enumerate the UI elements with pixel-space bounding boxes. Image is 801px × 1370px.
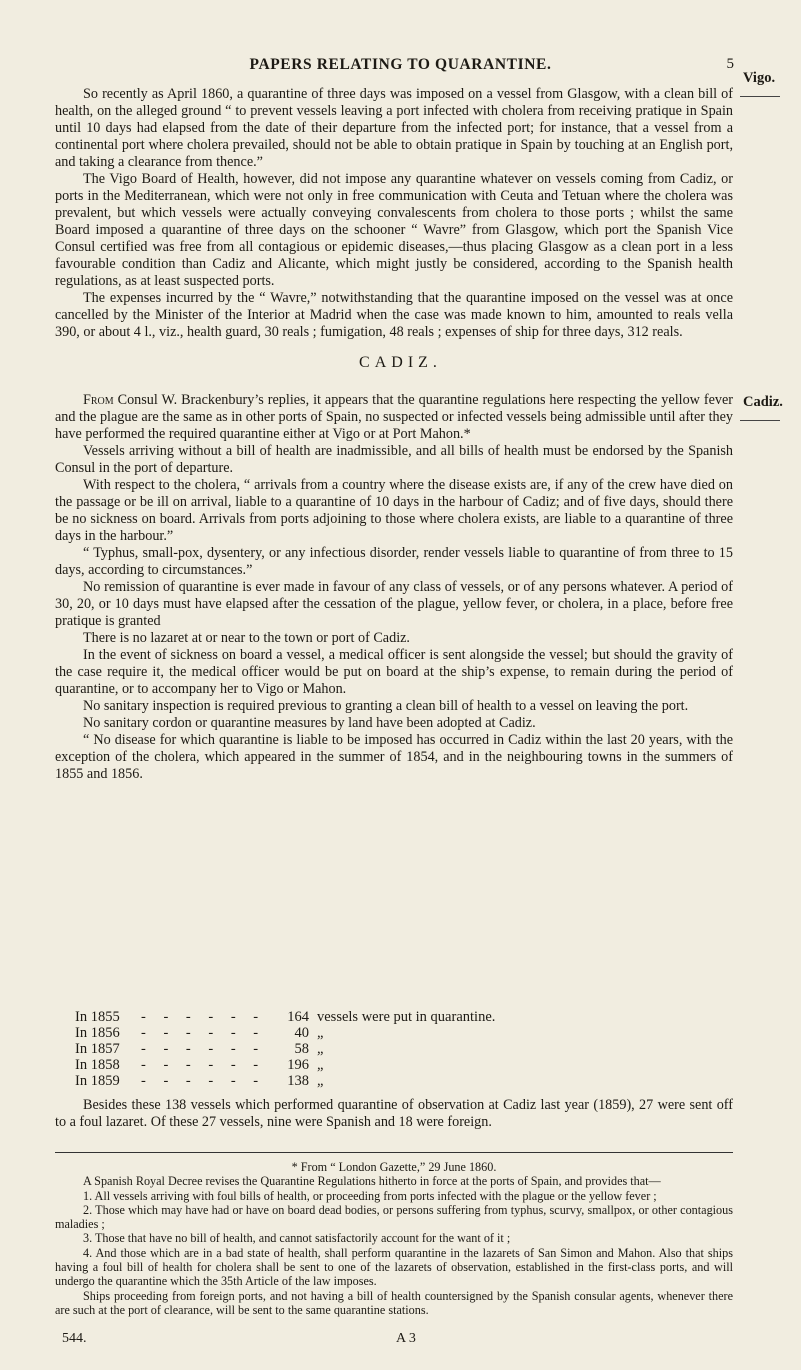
stats-unit: „ [317, 1041, 324, 1057]
stats-year: In 1857 [75, 1041, 120, 1057]
print-number: 544. [62, 1331, 87, 1346]
stats-count: 196 [287, 1057, 309, 1073]
stats-count: 164 [287, 1009, 309, 1025]
margin-rule-cadiz [740, 420, 780, 421]
stats-count: 40 [294, 1025, 309, 1041]
cadiz-paragraph-4: “ Typhus, small-pox, dysentery, or any infectious disorder, render vessels liable to quarantine of from three to 15 days, according to circumstances.” [55, 545, 733, 578]
stats-row [75, 1073, 495, 1089]
quarantine-stats-table [75, 1009, 495, 1089]
stats-year: In 1855 [75, 1009, 120, 1025]
margin-note-cadiz: Cadiz. [743, 394, 783, 410]
cadiz-paragraph-5: No remission of quarantine is ever made in favour of any class of vessels, or of any persons whatever. A period of 30, 20, or 10 days must have elapsed after the cessation of the plague, yellow fever, or cholera, in a place, before free pratique is granted [55, 579, 733, 629]
after-stats-paragraph: Besides these 138 vessels which performed quarantine of observation at Cadiz last year (1859), 27 were sent off to a foul lazaret. Of these 27 vessels, nine were Spanish and 18 were foreign. [55, 1097, 733, 1130]
footnote-item-1: 1. All vessels arriving with foul bills of health, or proceeding from ports infected with the plague or the yellow fever ; [83, 1188, 657, 1203]
page-number: 5 [726, 56, 734, 72]
stats-count: 58 [294, 1041, 309, 1057]
footnote-closing: Ships proceeding from foreign ports, and not having a bill of health countersigned by the Spanish consular agents, whenever there are such at the port of clearance, will be sent to the same quarantine stations. [55, 1288, 733, 1317]
cadiz-paragraph-2: Vessels arriving without a bill of health are inadmissible, and all bills of health must be endorsed by the Spanish Consul in the port of departure. [55, 443, 733, 476]
footnote-item-2: 2. Those which may have had or have on board dead bodies, or persons suffering from typhus, scurvy, smallpox, or other contagious maladies ; [55, 1202, 733, 1232]
section-heading-cadiz: CADIZ. [359, 354, 442, 371]
footnote-item-3: 3. Those that have no bill of health, and cannot satisfactorily account for the want of it ; [83, 1231, 511, 1246]
running-head: PAPERS RELATING TO QUARANTINE. [249, 56, 552, 73]
stats-dashes: - - - - - - [141, 1057, 266, 1073]
footnotes [55, 1160, 733, 1317]
stats-row [75, 1041, 495, 1057]
stats-row [75, 1057, 495, 1073]
cadiz-paragraph-8: No sanitary inspection is required previous to granting a clean bill of health to a vessel on leaving the port. [83, 698, 689, 714]
cadiz-paragraph-1-text: Consul W. Brackenbury’s replies, it appears that the quarantine regulations here respecting the yellow fever and the plague are the same as in other ports of Spain, no suspected or infected vessels being admissible until after they have performed the required quarantine either at Vigo or at Port Mahon.* [55, 392, 733, 442]
stats-unit: vessels were put in quarantine. [317, 1009, 496, 1025]
cadiz-section [55, 392, 733, 783]
stats-unit: „ [317, 1073, 324, 1089]
vigo-paragraph-3: The expenses incurred by the “ Wavre,” notwithstanding that the quarantine imposed on the vessel was at once cancelled by the Minister of the Interior at Madrid when the case was made known to him, amounted to reals vella 390, or about 4 l., viz., health guard, 30 reals ; fumigation, 48 reals ; expenses of ship for three days, 312 reals. [55, 290, 733, 340]
vigo-section [55, 86, 733, 341]
footnote-source: * From “ London Gazette,” 29 June 1860. [291, 1160, 497, 1174]
stats-unit: „ [317, 1025, 324, 1041]
cadiz-paragraph-1 [55, 392, 733, 443]
stats-dashes: - - - - - - [141, 1041, 266, 1057]
stats-unit: „ [317, 1057, 324, 1073]
cadiz-paragraph-10: “ No disease for which quarantine is liable to be imposed has occurred in Cadiz within the last 20 years, with the exception of the cholera, which appeared in the summer of 1854, and in the neighbouring towns in the summers of 1855 and 1856. [55, 732, 733, 782]
stats-dashes: - - - - - - [141, 1009, 266, 1025]
stats-row [75, 1025, 495, 1041]
cadiz-paragraph-6: There is no lazaret at or near to the town or port of Cadiz. [83, 630, 410, 646]
margin-note-vigo: Vigo. [743, 70, 776, 86]
stats-year: In 1856 [75, 1025, 120, 1041]
footnote-intro: A Spanish Royal Decree revises the Quarantine Regulations hitherto in force at the ports of Spain, and provides that— [83, 1174, 661, 1189]
signature-mark: A 3 [396, 1331, 416, 1346]
cadiz-paragraph-7: In the event of sickness on board a vessel, a medical officer is sent alongside the vessel; but should the gravity of the case require it, the medical officer would be put on board at the ship’s expense, to remain during the period of quarantine, or to accompany her to Vigo or Mahon. [55, 647, 733, 697]
cadiz-paragraph-3: With respect to the cholera, “ arrivals from a country where the disease exists are, if any of the crew have died on the passage or be ill on arrival, liable to a quarantine of 10 days in the harbour of Cadiz; and of five days, should there be no sickness on board. Arrivals from ports adjoining to those where cholera exists, are liable to a quarantine of three days in the harbour.” [55, 477, 733, 544]
cadiz-lead-word: From [83, 392, 114, 408]
footnote-item-4: 4. And those which are in a bad state of health, shall perform quarantine in the lazarets of San Simon and Mahon. Also that ships having a foul bill of health for cholera shall be sent to one of the lazarets of observation, established in the first-class ports, and will undergo the quarantine which the 35th Article of the law imposes. [55, 1245, 733, 1289]
stats-year: In 1858 [75, 1057, 120, 1073]
stats-count: 138 [287, 1073, 309, 1089]
stats-year: In 1859 [75, 1073, 120, 1089]
after-stats-section [55, 1097, 733, 1131]
stats-dashes: - - - - - - [141, 1073, 266, 1089]
vigo-paragraph-1: So recently as April 1860, a quarantine of three days was imposed on a vessel from Glasgow, with a clean bill of health, on the alleged ground “ to prevent vessels leaving a port infected with cholera from receiving pratique in Spain until 10 days had elapsed from the date of their departure from the infected port; for instance, that a vessel from a continental port where cholera prevailed, should not be able to obtain pratique in Spain by touching at an English port, and taking a clearance from thence.” [55, 86, 733, 170]
stats-dashes: - - - - - - [141, 1025, 266, 1041]
footnote-rule [55, 1152, 733, 1153]
stats-row [75, 1009, 495, 1025]
cadiz-paragraph-9: No sanitary cordon or quarantine measures by land have been adopted at Cadiz. [83, 715, 536, 731]
vigo-paragraph-2: The Vigo Board of Health, however, did not impose any quarantine whatever on vessels coming from Cadiz, or ports in the Mediterranean, which were not only in free communication with Ceuta and Tetuan where the cholera was prevalent, but which vessels were actually conveying convalescents from cholera to those ports ; whilst the same Board imposed a quarantine of three days on the schooner “ Wavre” from Glasgow, which port the Spanish Vice Consul certified was free from all contagious or epidemic diseases,—thus placing Glasgow as a clean port in a less favourable condition than Cadiz and Alicante, which might justly be considered, according to the Spanish health regulations, as at least suspected ports. [55, 171, 733, 289]
margin-rule-vigo [740, 96, 780, 97]
